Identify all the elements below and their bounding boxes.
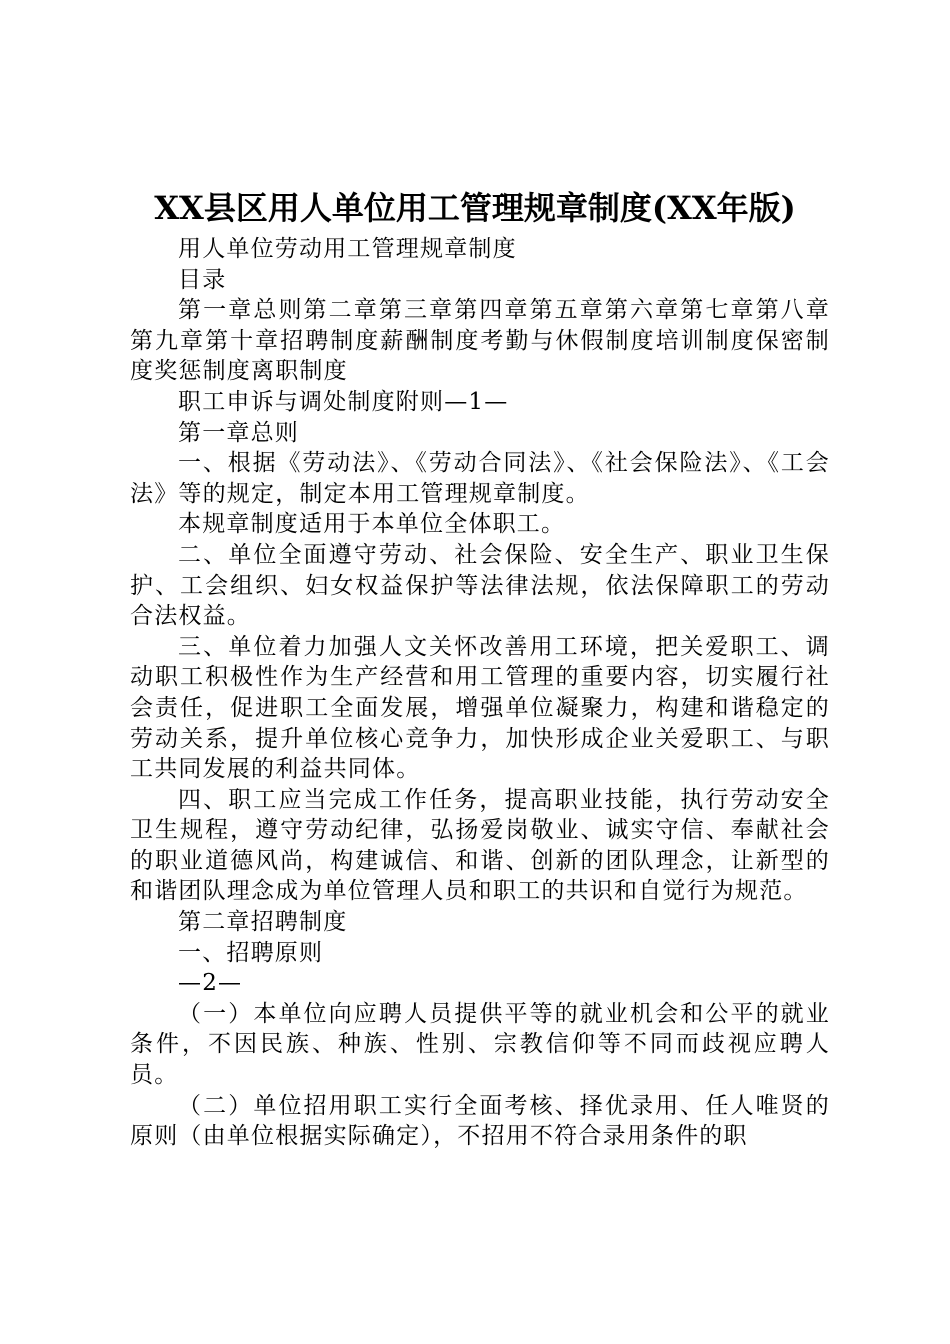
paragraph: 一、根据《劳动法》、《劳动合同法》、《社会保险法》、《工会法》等的规定，制定本用工管理规章制度。 [130, 450, 830, 507]
paragraph-subtitle: 用人单位劳动用工管理规章制度 [178, 236, 517, 262]
paragraph: （一）本单位向应聘人员提供平等的就业机会和公平的就业条件，不因民族、种族、性别、宗教信仰等不同而歧视应聘人员。 [130, 1000, 830, 1089]
document-title: XX县区用人单位用工管理规章制度(XX年版) [154, 189, 796, 227]
chapter-2-heading: 第二章招聘制度 [178, 909, 348, 936]
page-number: —2— [178, 970, 243, 997]
document-body [130, 234, 830, 1152]
paragraph: 三、单位着力加强人文关怀改善用工环境，把关爱职工、调动职工积极性作为生产经营和用工管理的重要内容，切实履行社会责任，促进职工全面发展，增强单位凝聚力，构建和谐稳定的劳动关系，提升单位核心竞争力，加快形成企业关爱职工、与职工共同发展的利益共同体。 [130, 633, 830, 783]
paragraph: 二、单位全面遵守劳动、社会保险、安全生产、职业卫生保护、工会组织、妇女权益保护等法律法规，依法保障职工的劳动合法权益。 [130, 541, 830, 630]
paragraph: 本规章制度适用于本单位全体职工。 [178, 511, 566, 538]
paragraph-toc-appendix: 职工申诉与调处制度附则—1— [178, 388, 509, 415]
paragraph: （二）单位招用职工实行全面考核、择优录用、任人唯贤的原则（由单位根据实际确定），不招用不符合录用条件的职 [130, 1092, 830, 1150]
paragraph: 四、职工应当完成工作任务，提高职业技能，执行劳动安全卫生规程，遵守劳动纪律，弘扬爱岗敬业、诚实守信、奉献社会的职业道德风尚，构建诚信、和谐、创新的团队理念，让新型的和谐团队理念成为单位管理人员和职工的共识和自觉行为规范。 [130, 786, 830, 905]
paragraph-toc-chapters: 第一章总则第二章第三章第四章第五章第六章第七章第八章第九章第十章招聘制度薪酬制度考勤与休假制度培训制度保密制度奖惩制度离职制度 [130, 297, 830, 385]
section-heading: 一、招聘原则 [178, 939, 324, 966]
paragraph-toc-heading: 目录 [178, 266, 227, 293]
chapter-1-heading: 第一章总则 [178, 419, 299, 446]
